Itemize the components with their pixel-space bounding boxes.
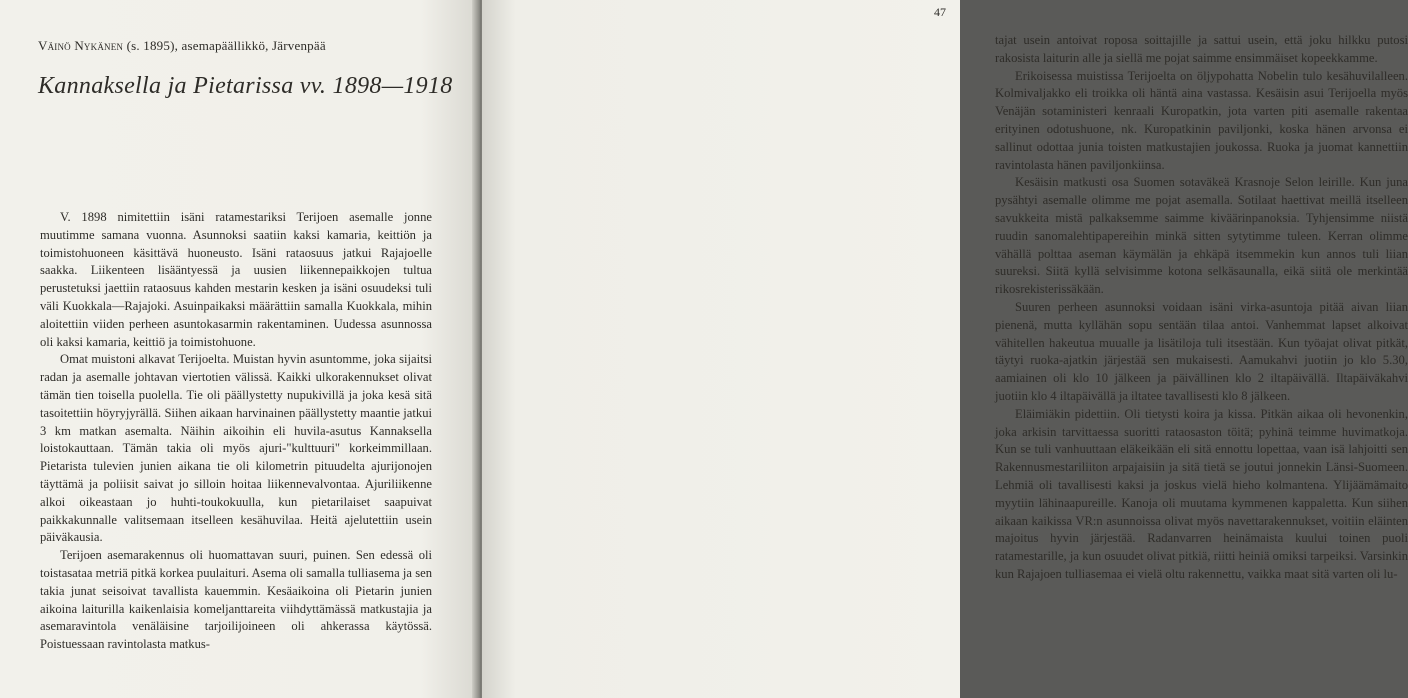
- right-page: [482, 0, 1408, 698]
- paragraph: Kesäisin matkusti osa Suomen sotaväkeä Krasnoje Selon leirille. Kun juna pysähtyi asemalle olimme me pojat asemalla. Sotilaat haettivat meillä itselleen savukkeita mistä palkaksemme saimme kiväärinpanoksia. Tyhjensimme niistä ruudin sanomalehtipapereihin minkä sitten sytytimme tuleen. Kerran olimme vähällä polttaa aseman käymälän ja ehkäpä itsemmekin kun annos tuli liian suureksi. Siitä kyllä selvisimme kotona selkäsaunalla, eikä siitä ole merkintää rikosrekisterissäkään.: [995, 175, 1408, 297]
- paragraph: Eläimiäkin pidettiin. Oli tietysti koira ja kissa. Pitkän aikaa oli hevonenkin, joka arkisin tarvittaessa suoritti rataosaston töitä; pyhinä teimme huvimatkoja. Kun se tuli vanhuuttaan eläkeikään eli sitä ennottu lopettaa, vaan isä lahjoitti sen Rakennusmestariliiton arpajaisiin ja sitä tietä se joutui jonnekin Länsi-Suomeen. Lehmiä oli tavallisesti kaksi ja joskus vielä hieho kolmantena. Ylijäämämaito myytiin lähinaapureille. Kanoja oli muutama kymmenen kappaletta. Kun siihen aikaan kaikissa VR:n asunnoissa olivat myös navettarakennukset, voitiin eläinten majoitus hyvin järjestää. Radanvarren heinämaista kuului toinen puoli ratamestarille, ja kun osuudet olivat pitkiä, riitti heiniä omiksi tarpeiksi. Varsinkin kun Rajajoen tulliasemaa ei vielä oltu rakennettu, vaikka maat sitä varten oli lu-: [995, 406, 1408, 581]
- left-page: [0, 0, 478, 698]
- right-text-column: [995, 32, 1408, 584]
- author-name: Väinö Nykänen: [38, 38, 124, 53]
- author-line: [38, 38, 326, 54]
- paragraph: Terijoen asemarakennus oli huomattavan suuri, puinen. Sen edessä oli toistasataa metriä pitkä korkea puulaituri. Asema oli samalla tulliasema ja sen takia junat seisoivat tavallista kauemmin. Kesäaikoina oli Pietarin junien aikoina laiturilla kaikenlaisia komeljanttareita viihdyttämässä matkustajia ja asemaravintola venäläisine tarjoilijoineen oli ahkerassa käytössä. Poistuessaan ravintolasta matkus-: [40, 548, 432, 652]
- paragraph: Omat muistoni alkavat Terijoelta. Muistan hyvin asuntomme, joka sijaitsi radan ja asemalle johtavan viertotien välissä. Kaikki ulkorakennukset olivat tämän tien toisella puolella. Tie oli päällystetty nupukivillä ja joka kesä sitä tasoitettiin höyryjyrällä. Siihen aikaan harvinainen päällystetty maantie jatkui 3 km matkan asemalta. Näihin aikoihin eli huvila-asutus Kannaksella loistokauttaan. Tämän takia oli myös ajuri-"kulttuuri" korkeimmillaan. Pietarista tulevien junien aikana tie oli kilometrin pituudelta ajurijonojen täyttämä ja poliisit saivat jo silloin hoitaa liikennevalvontaa. Ajuriliikenne alkoi oikeastaan jo huhti-toukokuulla, kun pietarilaiset saapuivat paikkakunnalle valitsemaan itselleen kesähuvilaa. Heitä ajelutettiin usein päiväkausia.: [40, 352, 432, 545]
- paragraph: V. 1898 nimitettiin isäni ratamestariksi Terijoen asemalle jonne muutimme samana vuonna. Asunnoksi saatiin kaksi kamaria, keittiön ja toimistohuoneen käsittävä huoneusto. Isäni rataosuus jatkui Rajajoelle saakka. Liikenteen lisääntyessä ja uusien liikennepaikkojen tultua perustetuksi jaettiin rataosuus kahden mestarin kesken ja isäni osuudeksi tuli väli Kuokkala—Rajajoki. Asuinpaikaksi määrättiin samalla Kuokkala, mihin aloitettiin viiden perheen asuntokasarmin rakentaminen. Uudessa asunnossa oli kaksi kamaria, keittiö ja toimistohuone.: [40, 210, 432, 349]
- author-info: (s. 1895), asemapäällikkö, Järvenpää: [126, 38, 326, 53]
- page-number: 47: [934, 5, 946, 19]
- paragraph: Erikoisessa muistissa Terijoelta on öljypohatta Nobelin tulo kesähuvilalleen. Kolmivaljakko eli troikka oli häntä aina vastassa. Kesäisin asui Terijoella myös Venäjän sotaministeri kenraali Kuropatkin, jota varten piti asemalle rakentaa erityinen odotushuone, nk. Kuropatkinin paviljonki, koska hänen arvonsa ei sallinut odottaa junia toisten matkustajien joukossa. Ruoka ja juomat kannettiin ravintolasta hänen paviljonkiinsa.: [995, 68, 1408, 172]
- paragraph: Suuren perheen asunnoksi voidaan isäni virka-asuntoja pitää aivan liian pienenä, mutta kyllähän sopu sentään tilaa antoi. Vanhemmat lapset alkoivat vähitellen hakeutua muualle ja lisätiloja tuli itsestään. Kun työajat olivat pitkät, täytyi ruoka-ajatkin järjestää sen mukaisesti. Aamukahvi juotiin jo klo 5.30, aamiainen oli klo 10 jälkeen ja päivällinen klo 2 iltapäivällä. Iltapäiväkahvi juotiin klo 4 iltapäivällä ja iltatee tavallisesti klo 8 jälkeen.: [995, 299, 1408, 403]
- left-text-column: [40, 209, 432, 654]
- article-title: Kannaksella ja Pietarissa vv. 1898—1918: [38, 73, 453, 99]
- paragraph: tajat usein antoivat roposa soittajille ja sattui usein, että joku hilkku putosi rakosista laiturin alle ja siellä me pojat saimme ensimmäiset kopeekkamme.: [995, 33, 1408, 65]
